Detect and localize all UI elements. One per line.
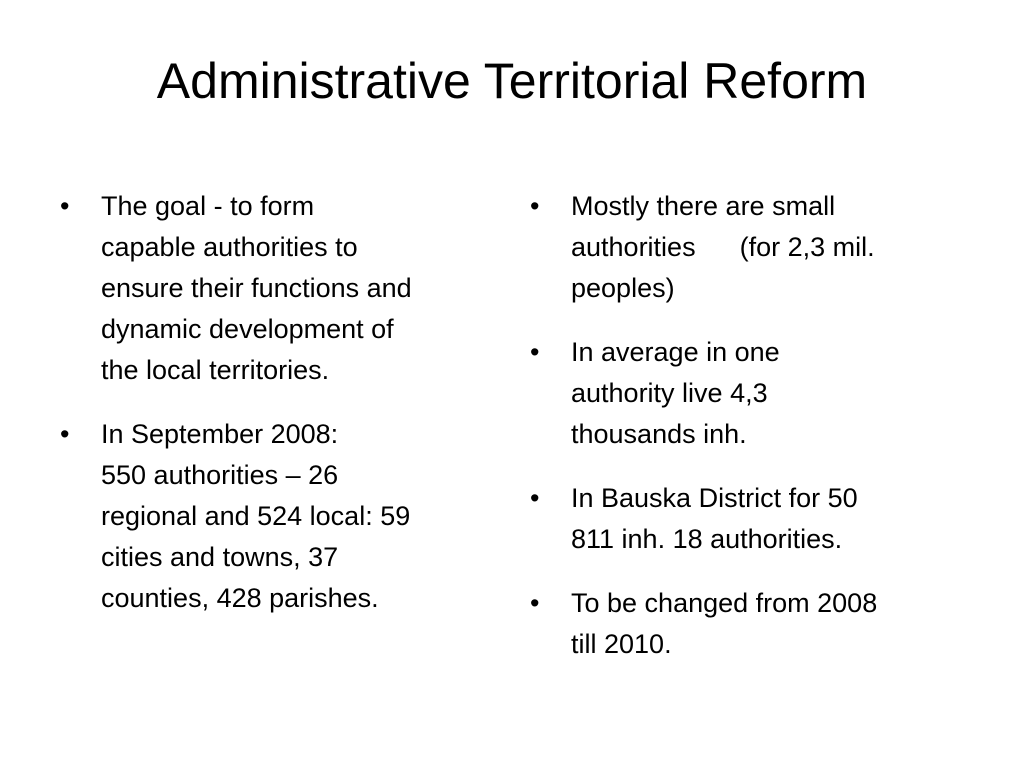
text-line: To be changed from 2008: [571, 588, 878, 618]
bullet-icon: •: [60, 191, 70, 221]
text-line: till 2010.: [571, 629, 672, 659]
text-line: regional and 524 local: 59: [101, 501, 411, 531]
text-line: 550 authorities – 26: [101, 460, 339, 490]
list-item: [528, 186, 968, 309]
text-line: cities and towns, 37: [101, 542, 339, 572]
text-line: capable authorities to: [101, 232, 358, 262]
text-line: dynamic development of: [101, 314, 394, 344]
text-line: In average in one: [571, 337, 780, 367]
list-item: [528, 478, 968, 560]
bullet-icon: •: [60, 419, 70, 449]
text-line: [571, 227, 968, 268]
text-fragment: (for 2,3 mil.: [739, 232, 875, 262]
text-line: the local territories.: [101, 355, 330, 385]
text-line: 811 inh. 18 authorities.: [571, 524, 843, 554]
bullet-text: [571, 186, 968, 309]
text-line: peoples): [571, 273, 675, 303]
list-item: [528, 332, 968, 455]
text-line: In September 2008:: [101, 419, 339, 449]
text-line: In Bauska District for 50: [571, 483, 858, 513]
bullet-text: [571, 332, 968, 455]
text-line: counties, 428 parishes.: [101, 583, 379, 613]
bullet-text: [571, 478, 968, 560]
text-line: Mostly there are small: [571, 191, 836, 221]
bullet-text: [101, 414, 508, 619]
bullet-icon: •: [530, 337, 540, 367]
text-fragment: authorities: [571, 232, 696, 262]
bullet-icon: •: [530, 588, 540, 618]
right-bullet-list: [528, 186, 968, 688]
bullet-icon: •: [530, 191, 540, 221]
slide-title: Administrative Territorial Reform: [156, 53, 868, 109]
list-item: [58, 186, 508, 391]
text-line: The goal - to form: [101, 191, 315, 221]
bullet-text: [571, 583, 968, 665]
bullet-text: [101, 186, 508, 391]
text-line: authority live 4,3: [571, 378, 768, 408]
list-item: [528, 583, 968, 665]
left-bullet-list: [58, 186, 508, 642]
text-line: ensure their functions and: [101, 273, 412, 303]
text-line: thousands inh.: [571, 419, 747, 449]
list-item: [58, 414, 508, 619]
bullet-icon: •: [530, 483, 540, 513]
